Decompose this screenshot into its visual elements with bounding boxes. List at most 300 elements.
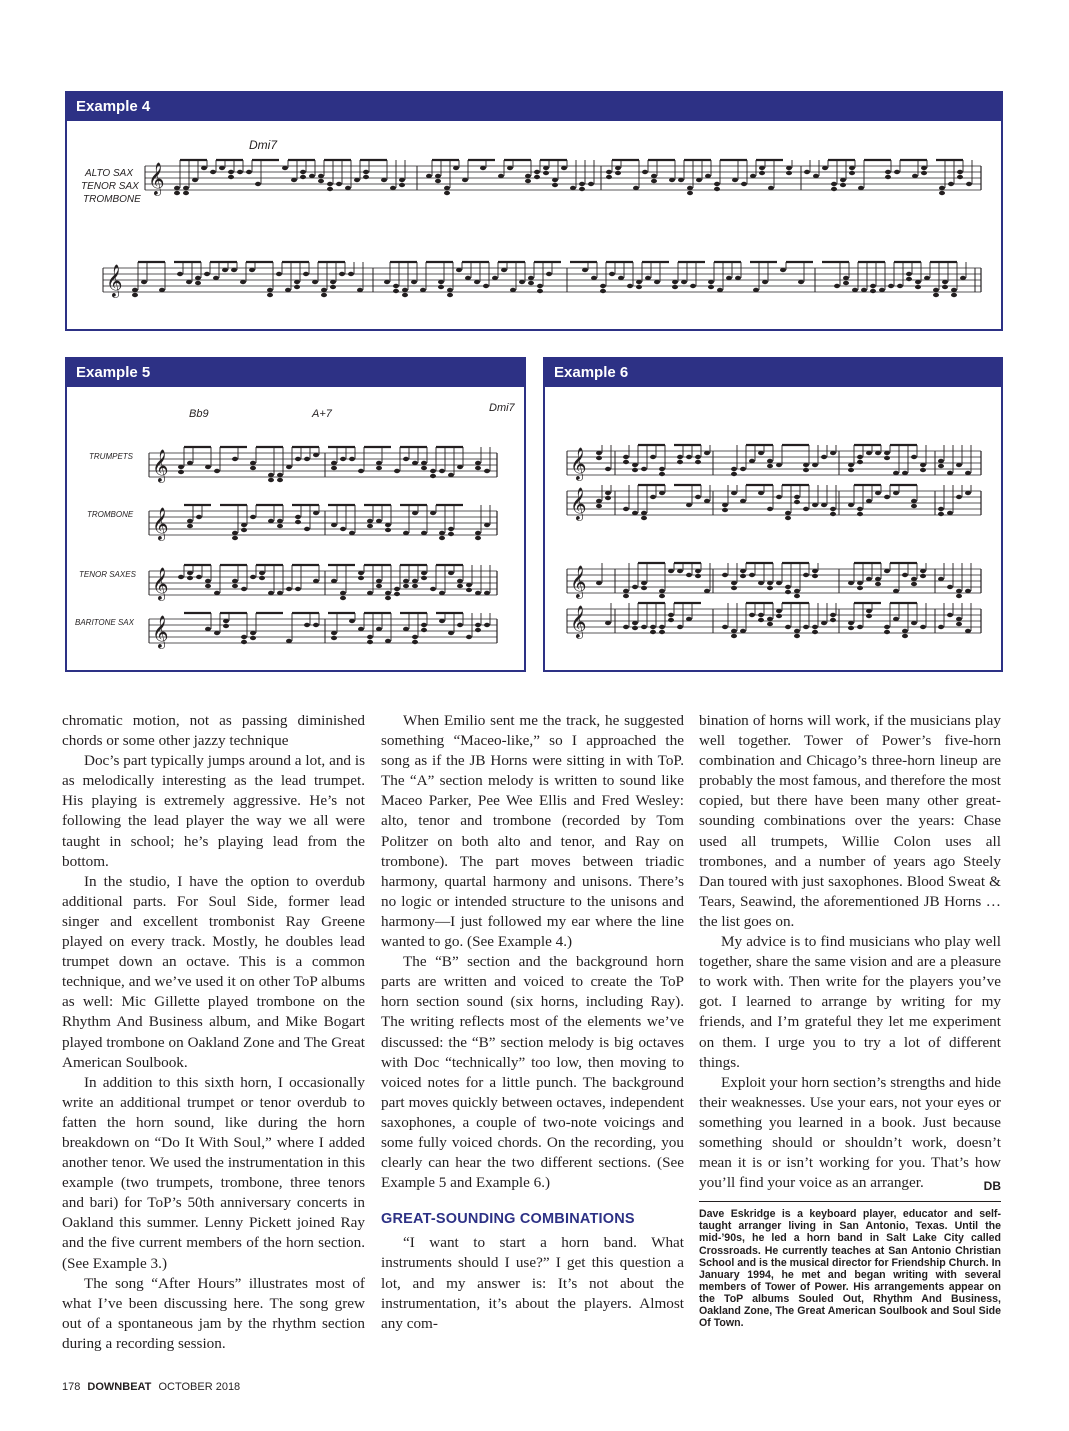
note-head: [924, 276, 930, 280]
note-head: [384, 280, 390, 284]
note-head: [870, 289, 876, 293]
note-head: [231, 268, 237, 272]
note-head: [717, 288, 723, 292]
note-head: [794, 500, 800, 504]
example-5-instrument-2: TROMBONE: [87, 510, 134, 519]
note-head: [911, 455, 917, 459]
note-head: [831, 182, 837, 186]
note-head: [866, 451, 872, 455]
note-head: [466, 588, 472, 592]
note-head: [884, 630, 890, 634]
note-head: [921, 171, 927, 175]
note-head: [636, 285, 642, 289]
note-head: [741, 182, 747, 186]
note-head: [933, 288, 939, 292]
note-head: [596, 451, 602, 455]
note-head: [186, 280, 192, 284]
note-head: [857, 512, 863, 516]
note-head: [390, 186, 396, 190]
note-head: [938, 577, 944, 581]
note-head: [214, 591, 220, 595]
note-head: [654, 280, 660, 284]
clef-icon: 𝄞: [570, 447, 587, 480]
note-head: [393, 289, 399, 293]
note-head: [421, 576, 427, 580]
note-head: [843, 281, 849, 285]
note-head: [632, 585, 638, 589]
note-head: [159, 288, 165, 292]
note-head: [852, 288, 858, 292]
note-head: [376, 627, 382, 631]
note-head: [277, 524, 283, 528]
note-head: [632, 621, 638, 625]
clef-icon: 𝄞: [570, 565, 587, 598]
note-head: [331, 461, 337, 465]
note-head: [938, 507, 944, 511]
note-head: [632, 626, 638, 630]
note-head: [205, 627, 211, 631]
note-head: [195, 276, 201, 280]
note-head: [222, 268, 228, 272]
col3-paragraph-3: Exploit your horn section’s strengths and hide their weaknesses. Use your ears, not your eyes or something you learned in a book. Just because something should or shouldn’t work, doesn’t mean it is or isn’t working for you. That’s how you’ll find your voice as an arranger. DB: [699, 1073, 1001, 1194]
note-head: [349, 619, 355, 623]
note-head: [894, 170, 900, 174]
note-head: [759, 166, 765, 170]
note-head: [677, 455, 683, 459]
note-head: [740, 467, 746, 471]
note-head: [785, 590, 791, 594]
note-head: [956, 589, 962, 593]
note-head: [659, 589, 665, 593]
note-head: [411, 280, 417, 284]
note-head: [241, 528, 247, 532]
note-head: [618, 276, 624, 280]
note-head: [439, 619, 445, 623]
note-head: [596, 581, 602, 585]
note-head: [947, 511, 953, 515]
note-head: [758, 491, 764, 495]
note-head: [376, 466, 382, 470]
note-head: [678, 178, 684, 182]
note-head: [385, 528, 391, 532]
note-head: [277, 591, 283, 595]
clef-icon: 𝄞: [570, 487, 587, 520]
note-head: [241, 523, 247, 527]
note-head: [696, 178, 702, 182]
note-head: [367, 640, 373, 644]
note-head: [484, 591, 490, 595]
example-5-instrument-1: TRUMPETS: [89, 452, 133, 461]
note-head: [641, 516, 647, 520]
note-head: [758, 618, 764, 622]
note-head: [457, 465, 463, 469]
note-head: [534, 175, 540, 179]
note-head: [358, 576, 364, 580]
example-6-score: [545, 387, 1001, 670]
note-head: [483, 284, 489, 288]
note-head: [956, 495, 962, 499]
note-head: [884, 569, 890, 573]
note-head: [615, 171, 621, 175]
note-head: [803, 468, 809, 472]
note-head: [412, 579, 418, 583]
note-head: [546, 272, 552, 276]
note-head: [448, 571, 454, 575]
note-head: [659, 630, 665, 634]
note-head: [600, 289, 606, 293]
note-head: [484, 469, 490, 473]
note-head: [282, 166, 288, 170]
col2-paragraph-1: When Emilio sent me the track, he suggested something “Maceo-like,” so I approached the song as if the JB Horns were sitting in with ToP. The “A” section melody is written to sound like Maceo Parker, Pee Wee Ellis and Fred Wesley: alto, tenor and trombone (recorded by Tom Politzer on both alto and tenor, and Ray on trombone). The part moves between triadic harmony, quartal harmony and unisons. There’s no logic or intended structure to the unisons and harmony—I just followed my ear where the line wanted to go. (See Example 4.): [381, 712, 684, 951]
note-head: [786, 171, 792, 175]
note-head: [893, 471, 899, 475]
clef-icon: 𝄞: [152, 449, 169, 482]
note-head: [141, 280, 147, 284]
note-head: [714, 187, 720, 191]
note-head: [596, 504, 602, 508]
note-head: [354, 178, 360, 182]
note-head: [466, 635, 472, 639]
note-head: [484, 623, 490, 627]
clef-icon: 𝄞: [570, 605, 587, 638]
note-head: [759, 171, 765, 175]
note-head: [178, 575, 184, 579]
note-head: [267, 288, 273, 292]
note-head: [623, 589, 629, 593]
note-head: [813, 174, 819, 178]
page-number: 178: [62, 1381, 81, 1393]
note-head: [947, 585, 953, 589]
note-head: [677, 460, 683, 464]
note-head: [187, 576, 193, 580]
note-head: [276, 272, 282, 276]
note-head: [399, 178, 405, 182]
note-head: [677, 625, 683, 629]
note-head: [857, 460, 863, 464]
note-head: [480, 166, 486, 170]
note-head: [843, 276, 849, 280]
note-head: [295, 515, 301, 519]
note-head: [367, 635, 373, 639]
note-head: [753, 288, 759, 292]
note-head: [632, 463, 638, 467]
note-head: [376, 584, 382, 588]
note-head: [884, 495, 890, 499]
note-head: [849, 166, 855, 170]
note-head: [223, 624, 229, 628]
note-head: [641, 625, 647, 629]
note-head: [915, 280, 921, 284]
example-6-staff-4: [567, 603, 981, 639]
note-head: [812, 503, 818, 507]
note-head: [187, 519, 193, 523]
note-head: [528, 276, 534, 280]
text-column-1: [62, 711, 365, 1354]
note-head: [438, 280, 444, 284]
note-head: [192, 178, 198, 182]
note-head: [965, 471, 971, 475]
note-head: [861, 288, 867, 292]
note-head: [534, 170, 540, 174]
note-head: [201, 166, 207, 170]
note-head: [330, 280, 336, 284]
note-head: [232, 531, 238, 535]
note-head: [848, 463, 854, 467]
example-5-chord-1: Bb9: [189, 408, 209, 420]
note-head: [196, 515, 202, 519]
note-head: [205, 579, 211, 583]
note-head: [214, 469, 220, 473]
note-head: [803, 573, 809, 577]
note-head: [636, 280, 642, 284]
note-head: [313, 453, 319, 457]
note-head: [237, 170, 243, 174]
note-head: [659, 625, 665, 629]
note-head: [704, 589, 710, 593]
note-head: [196, 575, 202, 579]
note-head: [785, 585, 791, 589]
note-head: [228, 170, 234, 174]
note-head: [178, 470, 184, 474]
note-head: [821, 621, 827, 625]
note-head: [606, 170, 612, 174]
note-head: [942, 285, 948, 289]
note-head: [705, 174, 711, 178]
note-head: [543, 166, 549, 170]
note-head: [942, 280, 948, 284]
note-head: [385, 596, 391, 600]
note-head: [357, 288, 363, 292]
note-head: [857, 581, 863, 585]
note-head: [897, 284, 903, 288]
note-head: [453, 166, 459, 170]
note-head: [812, 574, 818, 578]
note-head: [722, 625, 728, 629]
note-head: [921, 166, 927, 170]
note-head: [794, 629, 800, 633]
note-head: [285, 288, 291, 292]
note-head: [645, 276, 651, 280]
note-head: [412, 511, 418, 515]
note-head: [866, 499, 872, 503]
note-head: [412, 640, 418, 644]
note-head: [132, 293, 138, 297]
example-4-staff-1: [145, 160, 981, 196]
note-head: [268, 473, 274, 477]
note-head: [232, 457, 238, 461]
note-head: [848, 468, 854, 472]
note-head: [232, 584, 238, 588]
note-head: [830, 618, 836, 622]
note-head: [300, 170, 306, 174]
note-head: [475, 531, 481, 535]
issue-date: OCTOBER 2018: [158, 1381, 241, 1393]
note-head: [812, 463, 818, 467]
note-head: [303, 272, 309, 276]
example-5-score: [67, 387, 524, 670]
note-head: [740, 629, 746, 633]
example-4-staff-2: [103, 262, 981, 298]
note-head: [331, 636, 337, 640]
note-head: [403, 584, 409, 588]
note-head: [507, 166, 513, 170]
note-head: [195, 281, 201, 285]
note-head: [348, 272, 354, 276]
note-head: [596, 456, 602, 460]
note-head: [402, 293, 408, 297]
note-head: [870, 284, 876, 288]
note-head: [519, 280, 525, 284]
note-head: [457, 579, 463, 583]
note-head: [268, 478, 274, 482]
note-head: [268, 519, 274, 523]
note-head: [579, 182, 585, 186]
note-head: [358, 469, 364, 473]
note-head: [920, 468, 926, 472]
note-head: [313, 511, 319, 515]
note-head: [641, 467, 647, 471]
note-head: [840, 178, 846, 182]
note-head: [794, 589, 800, 593]
note-head: [426, 174, 432, 178]
note-head: [651, 174, 657, 178]
text-column-3: [699, 711, 1001, 1329]
note-head: [510, 288, 516, 292]
note-head: [831, 187, 837, 191]
note-head: [785, 625, 791, 629]
note-head: [187, 571, 193, 575]
example-5-chord-3: Dmi7: [489, 402, 515, 414]
note-head: [965, 491, 971, 495]
note-head: [695, 574, 701, 578]
note-head: [875, 451, 881, 455]
note-head: [893, 589, 899, 593]
note-head: [686, 617, 692, 621]
col3-paragraph-2: My advice is to find musicians who play well together, share the same vision and are a pleasure to work with. Then write for the players you’ve got. I learned to arrange by writing for my friends, and I’m grateful they let me experiment on them. I urge you to try a lot of different things.: [699, 933, 1001, 1071]
note-head: [204, 272, 210, 276]
note-head: [457, 584, 463, 588]
note-head: [677, 569, 683, 573]
note-head: [735, 276, 741, 280]
note-head: [885, 170, 891, 174]
note-head: [632, 511, 638, 515]
note-head: [668, 618, 674, 622]
note-head: [439, 531, 445, 535]
note-head: [956, 594, 962, 598]
note-head: [704, 499, 710, 503]
note-head: [911, 577, 917, 581]
note-head: [812, 569, 818, 573]
note-head: [947, 613, 953, 617]
note-head: [776, 463, 782, 467]
note-head: [363, 170, 369, 174]
note-head: [687, 191, 693, 195]
note-head: [246, 170, 252, 174]
note-head: [421, 628, 427, 632]
note-head: [848, 503, 854, 507]
note-head: [402, 288, 408, 292]
note-head: [331, 523, 337, 527]
note-head: [300, 175, 306, 179]
note-head: [543, 171, 549, 175]
note-head: [758, 613, 764, 617]
note-head: [552, 183, 558, 187]
note-head: [669, 178, 675, 182]
note-head: [340, 591, 346, 595]
note-head: [650, 630, 656, 634]
note-head: [600, 284, 606, 288]
note-head: [641, 581, 647, 585]
note-head: [268, 591, 274, 595]
note-head: [430, 469, 436, 473]
note-head: [938, 625, 944, 629]
note-head: [525, 179, 531, 183]
note-head: [474, 280, 480, 284]
note-head: [249, 268, 255, 272]
note-head: [492, 276, 498, 280]
note-head: [776, 609, 782, 613]
note-head: [668, 613, 674, 617]
example-4-chord: Dmi7: [249, 138, 278, 152]
example-5-box: [65, 357, 526, 672]
note-head: [623, 594, 629, 598]
note-head: [277, 519, 283, 523]
note-head: [956, 463, 962, 467]
note-head: [430, 511, 436, 515]
note-head: [286, 465, 292, 469]
example-5-staff-trombone: [149, 505, 497, 541]
note-head: [399, 183, 405, 187]
example-4-instrument-2: TENOR SAX: [81, 181, 139, 192]
note-head: [722, 573, 728, 577]
note-head: [525, 174, 531, 178]
note-head: [951, 293, 957, 297]
note-head: [920, 625, 926, 629]
note-head: [623, 460, 629, 464]
example-5-staff-tenor-saxes: [149, 565, 497, 601]
note-head: [920, 463, 926, 467]
note-head: [448, 527, 454, 531]
note-head: [250, 515, 256, 519]
note-head: [385, 639, 391, 643]
note-head: [421, 466, 427, 470]
note-head: [448, 473, 454, 477]
note-head: [277, 478, 283, 482]
clef-icon: 𝄞: [152, 507, 169, 540]
note-head: [214, 631, 220, 635]
note-head: [776, 581, 782, 585]
note-head: [394, 469, 400, 473]
note-head: [651, 179, 657, 183]
note-head: [758, 581, 764, 585]
note-head: [444, 186, 450, 190]
note-head: [960, 276, 966, 280]
note-head: [650, 495, 656, 499]
clef-icon: 𝄞: [152, 615, 169, 648]
note-head: [304, 457, 310, 461]
note-head: [920, 569, 926, 573]
note-head: [786, 166, 792, 170]
clef-icon: 𝄞: [148, 162, 165, 195]
note-head: [857, 507, 863, 511]
note-head: [213, 276, 219, 280]
note-head: [911, 504, 917, 508]
note-head: [223, 619, 229, 623]
note-head: [659, 467, 665, 471]
example-4-score: [67, 121, 1001, 329]
note-head: [528, 281, 534, 285]
note-head: [740, 499, 746, 503]
